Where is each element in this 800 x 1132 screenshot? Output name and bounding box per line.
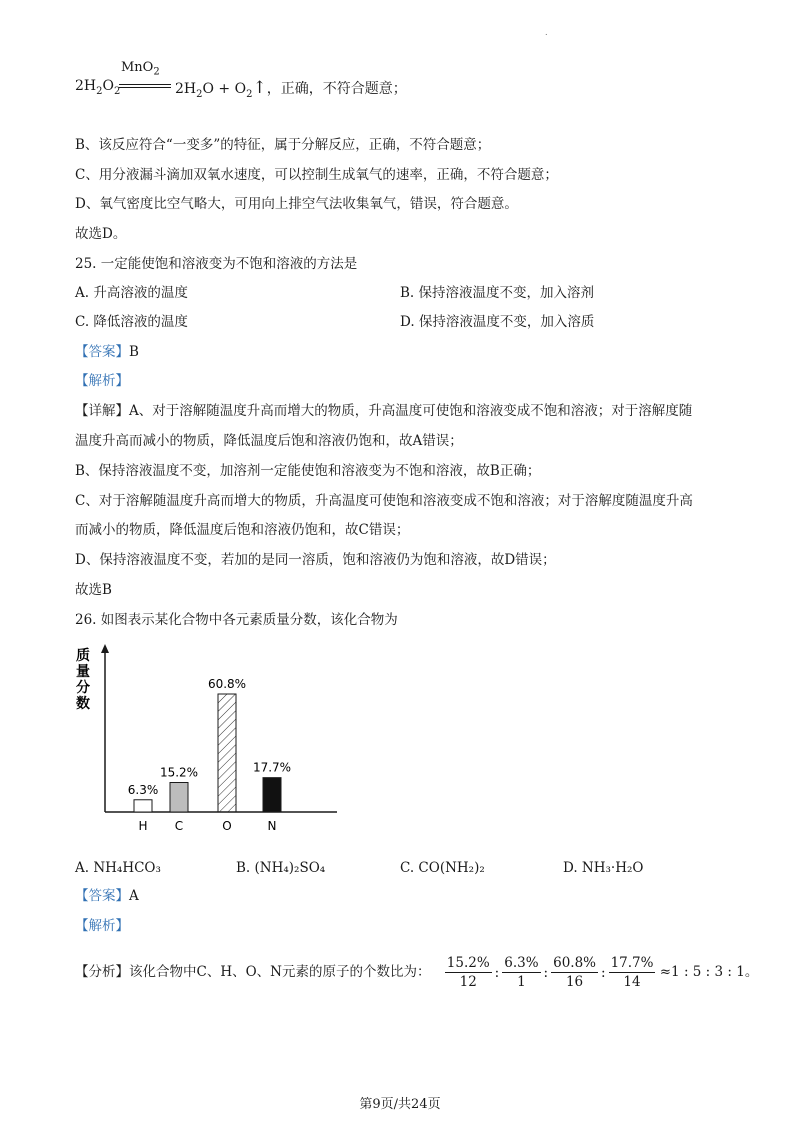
q25-option-a: A. 升高溶液的温度 bbox=[75, 285, 188, 301]
data-label: 15.2% bbox=[159, 765, 199, 780]
y-axis-label-char: 质 bbox=[76, 648, 90, 664]
q25-option-d: D. 保持溶液温度不变，加入溶质 bbox=[400, 314, 595, 330]
q25-analysis-tag: 【解析】 bbox=[75, 373, 129, 389]
y-axis-label-char: 分 bbox=[76, 680, 90, 696]
answer-tag: 【答案】 bbox=[75, 888, 129, 904]
detail-tag: 【详解】 bbox=[75, 403, 129, 419]
x-tick-label: C bbox=[174, 819, 184, 833]
q25-option-b: B. 保持溶液温度不变，加入溶剂 bbox=[400, 285, 595, 301]
eq-lhs: $2H_2O_2$ bbox=[75, 78, 121, 97]
x-tick-label: H bbox=[138, 819, 148, 833]
reaction-equation bbox=[75, 62, 415, 102]
q25-detail-2: 温度升高而减小的物质，降低温度后饱和溶液仍饱和，故A错误； bbox=[75, 433, 463, 449]
fraction: $\frac{17.7\%}{14}$ bbox=[610, 955, 654, 990]
data-label: 6.3% bbox=[127, 782, 159, 797]
top-mark: . bbox=[545, 28, 548, 37]
data-label: 60.8% bbox=[207, 677, 247, 691]
eq-catalyst: MnO$_2$ bbox=[121, 60, 160, 78]
q26-option-a: A. NH₄HCO₃ bbox=[75, 860, 161, 876]
x-tick-label: N bbox=[267, 819, 277, 833]
q26-option-d: D. NH₃·H₂O bbox=[563, 860, 644, 876]
q25-stem: 25. 一定能使饱和溶液变为不饱和溶液的方法是 bbox=[75, 256, 358, 272]
mass-fraction-bar-chart bbox=[75, 642, 345, 842]
fraction: $\frac{6.3\%}{1}$ bbox=[504, 955, 539, 990]
eq-rhs: $2H_2O$ + $O_2↑$，正确，不符合题意； bbox=[175, 78, 407, 100]
y-axis-arrow-icon bbox=[101, 644, 109, 653]
bar-c bbox=[170, 783, 188, 813]
q25-option-c: C. 降低溶液的温度 bbox=[75, 314, 188, 330]
choose-d: 故选D。 bbox=[75, 226, 127, 242]
gas-arrow-icon: ↑ bbox=[252, 78, 267, 98]
q25-detail-1: 【详解】A、对于溶解随温度升高而增大的物质，升高温度可使饱和溶液变成不饱和溶液；对于溶解度随 bbox=[75, 403, 693, 419]
fraction: $\frac{60.8\%}{16}$ bbox=[553, 955, 596, 990]
q25-choose: 故选B bbox=[75, 582, 112, 598]
fenxi-tag: 【分析】 bbox=[75, 964, 129, 980]
ratio-expression: $\frac{15.2\%}{12}$ : $\frac{6.3\%}{1}$ : $\frac{60.8\%}{16}$ : $\frac{17.7\%}{14}$ ≈1 : 5 : 3 : 1。 bbox=[446, 955, 759, 990]
q26-option-b: B. (NH₄)₂SO₄ bbox=[236, 860, 326, 876]
q26-option-c: C. CO(NH₂)₂ bbox=[400, 860, 485, 876]
x-tick-label: O bbox=[222, 819, 232, 833]
q25-answer: 【答案】B bbox=[75, 344, 139, 360]
bar-n bbox=[263, 778, 281, 812]
answer-tag: 【答案】 bbox=[75, 344, 129, 360]
q25-detail-5: 而减小的物质，降低温度后饱和溶液仍饱和，故C错误； bbox=[75, 522, 410, 538]
explain-b: B、该反应符合“一变多”的特征，属于分解反应，正确，不符合题意； bbox=[75, 137, 491, 153]
bar-h bbox=[134, 800, 152, 812]
q26-stem: 26. 如图表示某化合物中各元素质量分数，该化合物为 bbox=[75, 612, 398, 628]
eq-double-line bbox=[119, 84, 171, 88]
bar-o bbox=[218, 694, 236, 812]
q25-detail-6: D、保持溶液温度不变，若加的是同一溶质，饱和溶液仍为饱和溶液，故D错误； bbox=[75, 552, 556, 568]
fraction: $\frac{15.2\%}{12}$ bbox=[446, 955, 490, 990]
q25-detail-3: B、保持溶液温度不变，加溶剂一定能使饱和溶液变为不饱和溶液，故B正确； bbox=[75, 463, 541, 479]
q26-fenxi: 【分析】该化合物中C、H、O、N元素的原子的个数比为： $\frac{15.2\%}{12}$ : $\frac{6.3\%}{1}$ : $\frac{60.8\%}{16}$ : $\frac{17.7\%}{14}$ ≈1 : 5 : 3 : 1。 bbox=[75, 955, 759, 990]
explain-c: C、用分液漏斗滴加双氧水速度，可以控制生成氧气的速率，正确，不符合题意； bbox=[75, 167, 558, 183]
q26-answer: 【答案】A bbox=[75, 888, 139, 904]
page-footer: 第9页/共24页 bbox=[359, 1097, 441, 1112]
explain-d: D、氧气密度比空气略大，可用向上排空气法收集氧气，错误，符合题意。 bbox=[75, 196, 518, 212]
q25-detail-4: C、对于溶解随温度升高而增大的物质，升高温度可使饱和溶液变成不饱和溶液；对于溶解度随温度升高 bbox=[75, 493, 693, 509]
y-axis-label-char: 量 bbox=[76, 664, 90, 680]
q26-analysis-tag: 【解析】 bbox=[75, 918, 129, 934]
data-label: 17.7% bbox=[252, 760, 292, 775]
ratio-result: ≈1 : 5 : 3 : 1 bbox=[659, 964, 745, 980]
y-axis-label-char: 数 bbox=[76, 696, 90, 712]
y-axis-label bbox=[76, 647, 90, 712]
